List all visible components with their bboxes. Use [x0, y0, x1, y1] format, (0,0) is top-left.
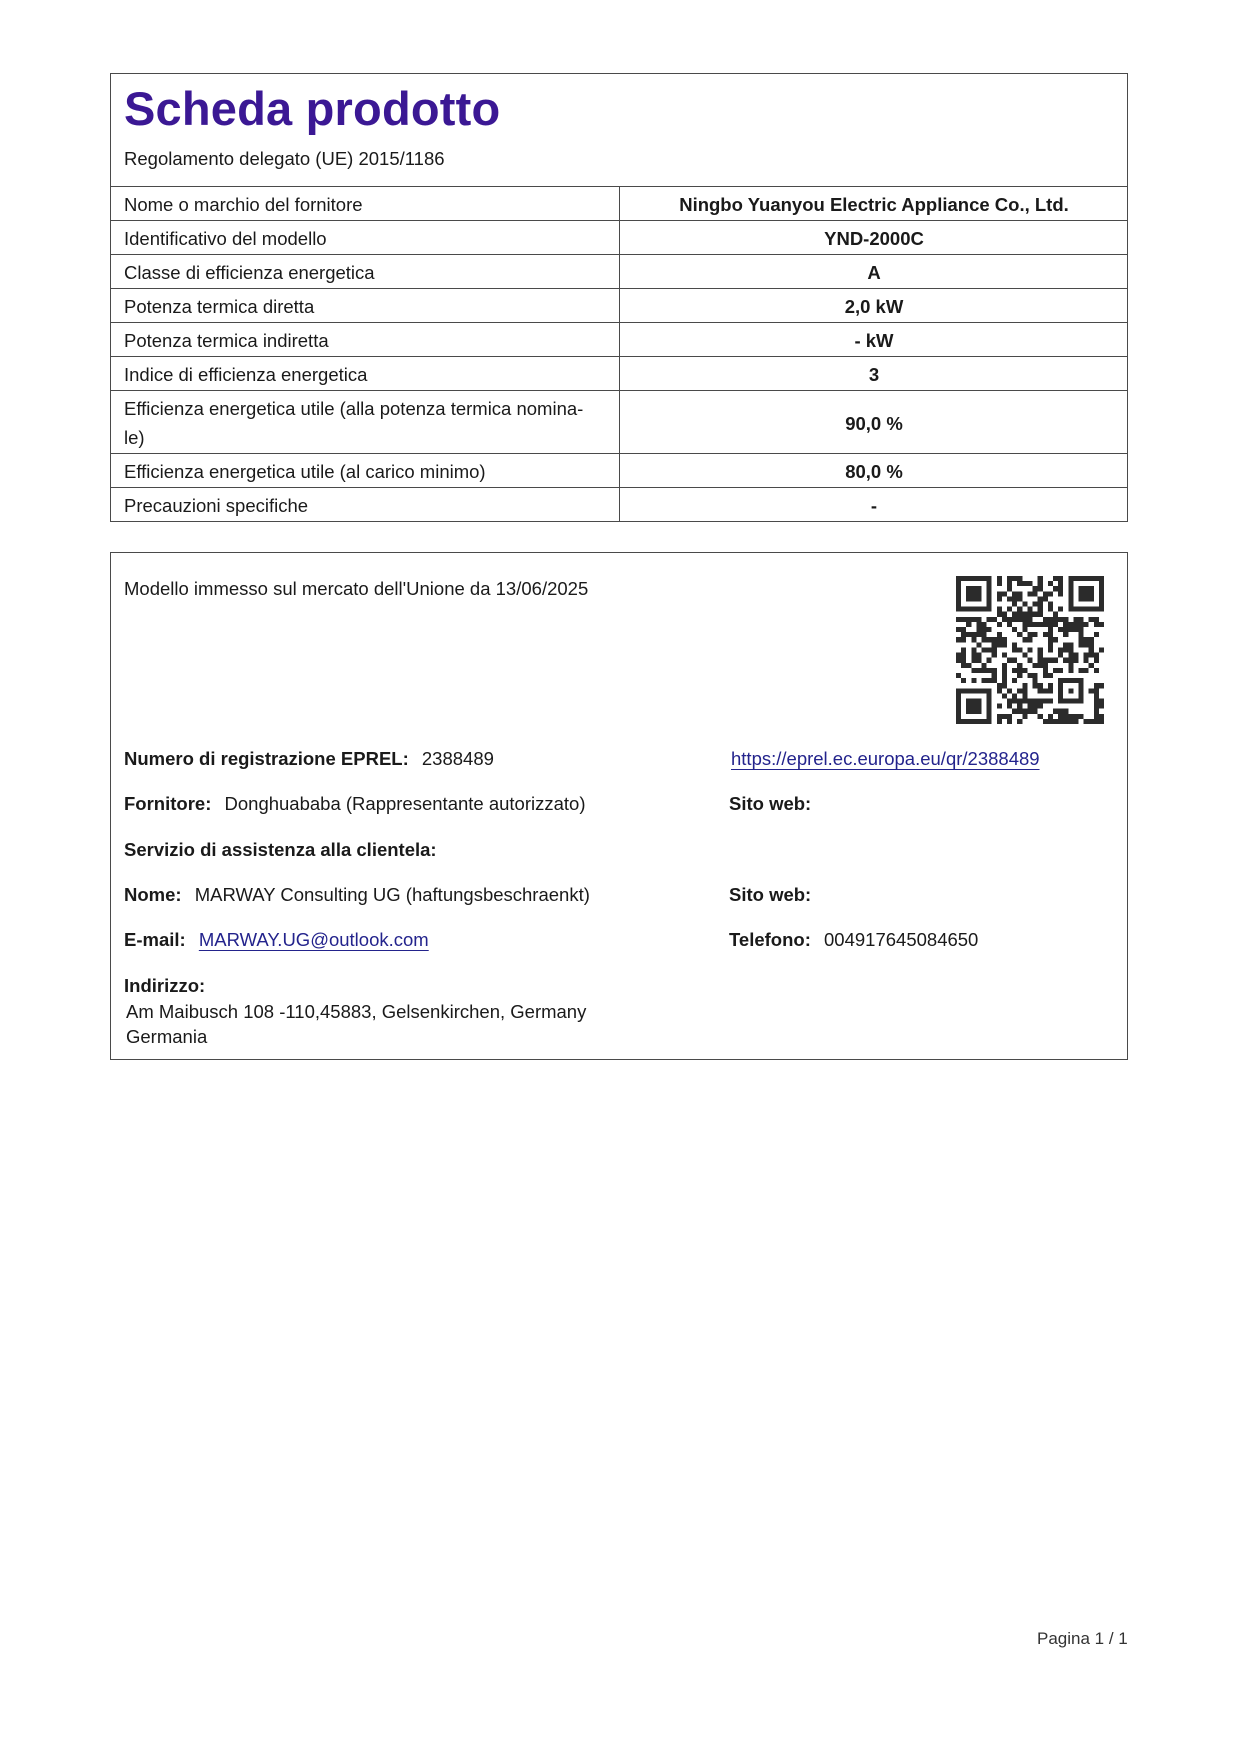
- spec-value: 2,0 kW: [620, 289, 1128, 323]
- eprel-number: 2388489: [421, 748, 494, 769]
- spec-value: - kW: [620, 323, 1128, 357]
- spec-value: -: [620, 488, 1128, 522]
- email-label: E-mail:: [124, 929, 186, 950]
- eprel-link[interactable]: https://eprel.ec.europa.eu/qr/2388489: [731, 748, 1040, 769]
- service-name-line: [124, 882, 590, 908]
- table-row: [111, 221, 1127, 255]
- service-name-value: MARWAY Consulting UG (haftungsbeschraenkt): [194, 884, 590, 905]
- supplier-label: Fornitore:: [124, 793, 212, 814]
- page-title: Scheda prodotto: [124, 82, 501, 135]
- address-line: Germania: [126, 1026, 208, 1047]
- table-row: [111, 454, 1127, 488]
- customer-service-heading: Servizio di assistenza alla clientela:: [124, 839, 437, 860]
- product-sheet-card: [110, 73, 1128, 522]
- supplier-website-label: Sito web:: [729, 793, 812, 814]
- page-number: Pagina 1 / 1: [1037, 1629, 1128, 1648]
- registration-card: [110, 552, 1128, 1060]
- sheet-header: [111, 74, 1127, 186]
- spec-label: Classe di efficienza energetica: [111, 255, 620, 289]
- spec-value: 80,0 %: [620, 454, 1128, 488]
- spec-label: Nome o marchio del fornitore: [111, 187, 620, 221]
- service-name-label: Nome:: [124, 884, 182, 905]
- phone-value: 004917645084650: [824, 929, 979, 950]
- spec-label: Precauzioni specifiche: [111, 488, 620, 522]
- spec-label: Indice di efficienza energetica: [111, 357, 620, 391]
- market-date-text: Modello immesso sul mercato dell'Unione da 13/06/2025: [124, 578, 589, 599]
- spec-value: Ningbo Yuanyou Electric Appliance Co., Ltd.: [620, 187, 1128, 221]
- spec-label-line: Efficienza energetica utile (alla potenza termica nomina-: [124, 398, 584, 419]
- eprel-line: [124, 746, 494, 772]
- spec-value: 90,0 %: [620, 391, 1128, 454]
- spec-label: Efficienza energetica utile (al carico minimo): [111, 454, 620, 488]
- table-row: [111, 323, 1127, 357]
- email-link[interactable]: MARWAY.UG@outlook.com: [198, 929, 429, 950]
- table-row: [111, 391, 1127, 454]
- phone-line: [729, 927, 978, 953]
- regulation-subtitle: Regolamento delegato (UE) 2015/1186: [124, 148, 445, 169]
- spec-label: Identificativo del modello: [111, 221, 620, 255]
- spec-value: YND-2000C: [620, 221, 1128, 255]
- supplier-line: [124, 791, 586, 817]
- spec-label: [111, 391, 620, 454]
- phone-label: Telefono:: [729, 929, 811, 950]
- spec-label: Potenza termica indiretta: [111, 323, 620, 357]
- table-row: [111, 488, 1127, 522]
- spec-value: 3: [620, 357, 1128, 391]
- address-label: Indirizzo:: [124, 975, 206, 996]
- specs-table: [111, 186, 1127, 521]
- table-row: [111, 255, 1127, 289]
- email-line: [124, 927, 429, 953]
- eprel-label: Numero di registrazione EPREL:: [124, 748, 409, 769]
- service-website-label: Sito web:: [729, 884, 812, 905]
- spec-label-line: le): [124, 427, 145, 448]
- qr-code-icon[interactable]: [956, 576, 1104, 724]
- table-row: [111, 357, 1127, 391]
- spec-value: A: [620, 255, 1128, 289]
- table-row: [111, 289, 1127, 323]
- address-line: Am Maibusch 108 -110,45883, Gelsenkirchen, Germany: [126, 1001, 587, 1022]
- spec-label: Potenza termica diretta: [111, 289, 620, 323]
- supplier-value: Donghuababa (Rappresentante autorizzato): [224, 793, 586, 814]
- table-row: [111, 187, 1127, 221]
